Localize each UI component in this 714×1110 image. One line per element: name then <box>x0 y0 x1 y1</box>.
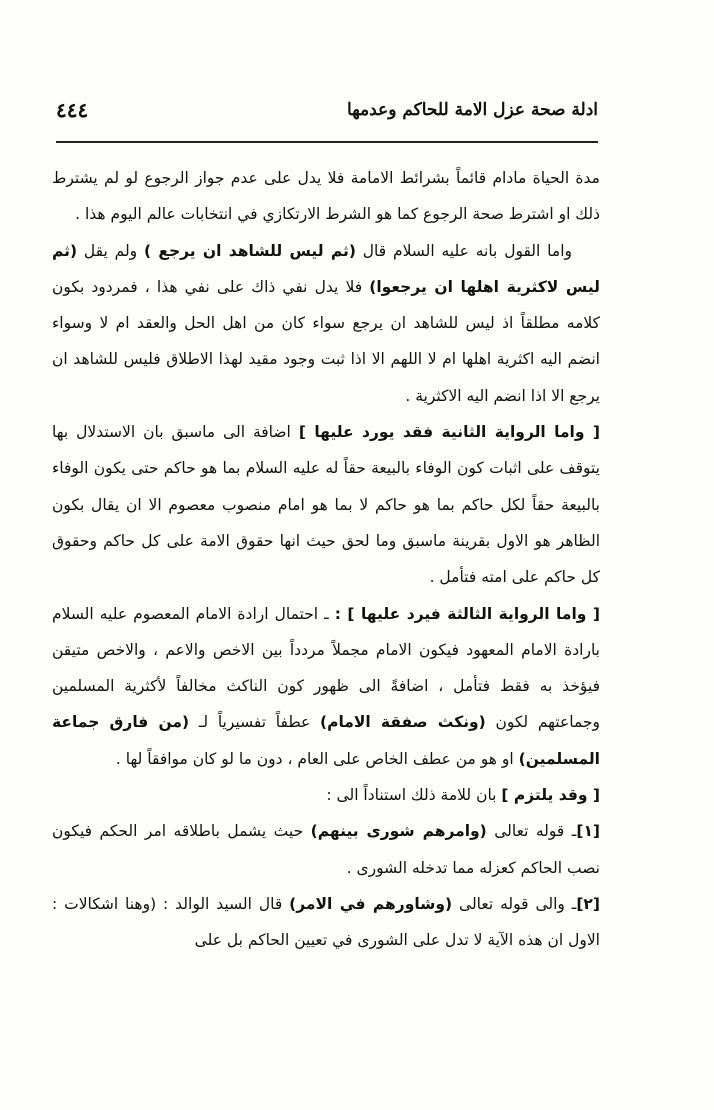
p4-text-b: ـ احتمال ارادة الامام المعصوم عليه السلام بارادة الامام المعهود فيكون الامام مجملاً مردداً بين الاخص والاعم ، والاخص متيقن فيؤخذ به فقط فتأمل ، اضافةً الى ظهور كون الناكث مخالفاً لأكثرية المسلمين وجماعتهم لكون <box>52 604 600 732</box>
p4-text-d: عطفاً تفسيرياً لـ <box>189 713 321 732</box>
p7-text-d: قال السيد الوالد : <box>156 894 290 913</box>
p5-text: بان للامة ذلك استناداً الى : <box>326 786 502 805</box>
running-header <box>56 96 598 136</box>
p7-quote: (وشاورهم في الامر) <box>289 894 453 913</box>
page-number: ٤٤٤ <box>56 98 89 122</box>
p1-text: مدة الحياة مادام قائماً بشرائط الامامة فلا يدل على عدم جواز الرجوع لو لم يشترط ذلك او اشترط صحة الرجوع كما هو الشرط الارتكازي في انتخابات عالم اليوم هذا . <box>52 169 600 224</box>
p6-number: [١] <box>576 822 600 841</box>
p6-text-d: حيث يشمل باطلاقه امر الحكم فيكون نصب الحاكم كعزله مما تدخله الشورى . <box>52 822 600 877</box>
p2-text-e: فلا يدل نفي ذاك على نفي هذا ، فمردود بكون كلامه مطلقاً اذ ليس للشاهد ان يرجع سواء كان من اهل الحل والعقد ام لا وسواء انضم اليه اكثرية اهلها ام لا اللهم الا اذا ثبت وجود مقيد لهذا الاطلاق فليس للشاهد ان يرجع الا اذا انضم اليه الاكثرية . <box>52 277 600 405</box>
p7-number: [٢] <box>576 894 600 913</box>
p4-quote-1: (ونكث صفقة الامام) <box>320 713 486 732</box>
p2-text-c: ولم يقل <box>77 241 144 260</box>
paragraph-2 <box>52 233 600 414</box>
p2-text-a: واما القول بانه عليه السلام قال <box>355 241 572 260</box>
p4-heading: [ واما الرواية الثالثة فيرد عليها ] : <box>334 604 600 623</box>
p7-text-e: (وهنا اشكالات : الاول ان هذه الآية لا تدل على الشورى في تعيين الحاكم بل على <box>52 894 600 950</box>
header-rule <box>56 141 598 143</box>
paragraph-4 <box>52 596 600 777</box>
p7-text-b: ـ والى قوله تعالى <box>452 894 577 913</box>
p5-heading: [ وقد يلتزم ] <box>501 786 600 805</box>
p6-text-b: ـ قوله تعالى <box>486 822 577 841</box>
paragraph-1 <box>52 160 600 233</box>
paragraph-3 <box>52 414 600 595</box>
p2-quote-2: (ثم ليس لاكثرية اهلها ان يرجعوا) <box>52 241 600 296</box>
p6-quote: (وامرهم شورى بينهم) <box>310 822 487 841</box>
p2-quote-1: (ثم ليس للشاهد ان يرجع ) <box>143 241 356 260</box>
p3-text: اضافة الى ماسبق بان الاستدلال بها يتوقف على اثبات كون الوفاء بالبيعة حقاً له عليه السلام بما هو حاكم حتى يكون الوفاء بالبيعة حقاً لكل حاكم بما هو حاكم لا بما هو امام منصوب معصوم الا ان يقال بكون الظاهر هو الاول بقرينة ماسبق وما لحق حيث انها حقوق الامة على كل حاكم وحقوق كل حاكم على امته فتأمل . <box>52 423 600 587</box>
p4-quote-2: (من فارق جماعة المسلمين) <box>52 713 600 768</box>
paragraph-5 <box>52 777 600 813</box>
p3-heading: [ واما الرواية الثانية فقد يورد عليها ] <box>298 423 600 442</box>
p4-text-f: او هو من عطف الخاص على العام ، دون ما لو كان موافقاً لها . <box>115 749 519 768</box>
header-title: ادلة صحة عزل الامة للحاكم وعدمها <box>347 100 598 120</box>
paragraph-6 <box>52 813 600 886</box>
paragraph-7 <box>52 886 600 959</box>
page-body <box>52 160 600 959</box>
